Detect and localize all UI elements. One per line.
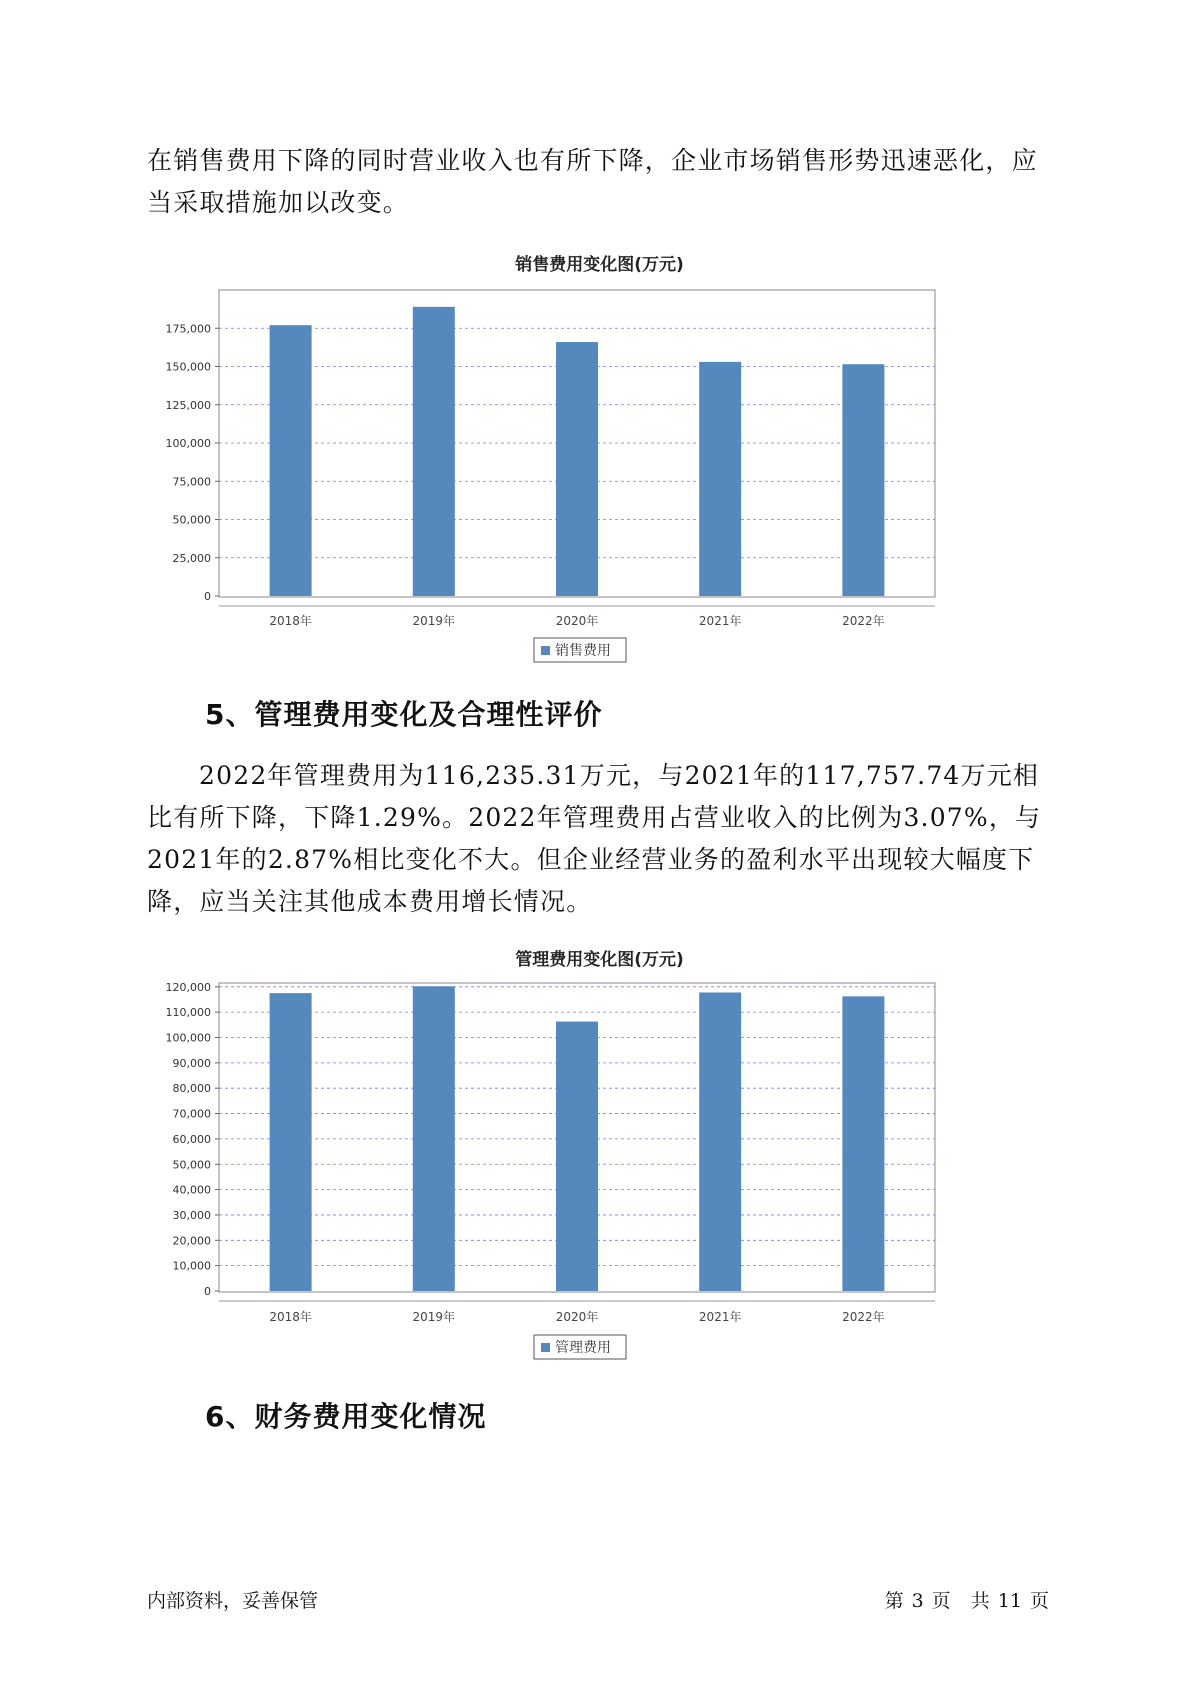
- legend: [534, 638, 626, 662]
- page-prefix: 第: [884, 1590, 904, 1612]
- legend-swatch: [541, 1343, 550, 1352]
- total-unit: 页: [1029, 1590, 1049, 1612]
- y-tick-label: 40,000: [172, 1183, 211, 1197]
- page-unit: 页: [931, 1590, 951, 1612]
- y-tick-label: 80,000: [172, 1082, 211, 1096]
- sales-expense-chart: [147, 250, 1052, 670]
- bar: [842, 996, 884, 1291]
- x-tick-label: 2021年: [698, 614, 742, 628]
- admin-expense-chart-svg: [147, 945, 1052, 1365]
- bar: [556, 342, 598, 596]
- y-tick-label: 30,000: [172, 1208, 211, 1222]
- legend-swatch: [541, 646, 550, 655]
- section5-paragraph: 2022年管理费用为116,235.31万元，与2021年的117,757.74万元相比有所下降，下降1.29%。2022年管理费用占营业收入的比例为3.07%，与2021年的2.87%相比变化不大。但企业经营业务的盈利水平出现较大幅度下降，应当关注其他成本费用增长情况。: [147, 761, 1042, 916]
- y-tick-label: 120,000: [165, 980, 211, 994]
- total-prefix: 共: [970, 1590, 990, 1612]
- legend-label: 销售费用: [555, 643, 611, 659]
- footer-confidential-note: 内部资料，妥善保管: [147, 1590, 319, 1612]
- page-num: 3: [911, 1590, 924, 1612]
- legend: [534, 1335, 626, 1359]
- x-tick-label: 2018年: [269, 614, 312, 628]
- y-tick-label: 10,000: [172, 1259, 211, 1273]
- x-tick-label: 2020年: [555, 1310, 599, 1324]
- section6-heading: 6、财务费用变化情况: [205, 1400, 487, 1433]
- total-num: 11: [997, 1590, 1022, 1612]
- sales-expense-chart-svg: [147, 250, 1052, 670]
- y-tick-label: 60,000: [172, 1132, 211, 1146]
- x-tick-label: 2021年: [698, 1310, 742, 1324]
- y-tick-label: 100,000: [165, 437, 211, 450]
- intro-paragraph: 在销售费用下降的同时营业收入也有所下降，企业市场销售形势迅速恶化，应当采取措施加以改变。: [147, 146, 1038, 217]
- x-tick-label: 2022年: [842, 1310, 885, 1324]
- bar: [413, 986, 455, 1291]
- chart-title: 销售费用变化图(万元): [515, 255, 684, 275]
- y-tick-label: 125,000: [165, 398, 211, 412]
- y-tick-label: 0: [204, 590, 211, 603]
- y-tick-label: 25,000: [172, 551, 211, 565]
- bar: [842, 364, 884, 596]
- y-tick-label: 110,000: [165, 1006, 211, 1020]
- x-tick-label: 2020年: [555, 614, 599, 628]
- bar: [556, 1022, 598, 1291]
- y-tick-label: 100,000: [165, 1031, 211, 1045]
- x-tick-label: 2019年: [412, 614, 456, 628]
- bar: [699, 362, 741, 596]
- bar: [413, 307, 455, 596]
- x-tick-label: 2019年: [412, 1310, 456, 1324]
- footer-page-number: [881, 1586, 1053, 1613]
- admin-expense-chart: [147, 945, 1052, 1365]
- y-tick-label: 0: [204, 1285, 211, 1298]
- y-tick-label: 50,000: [172, 1158, 211, 1172]
- y-tick-label: 90,000: [172, 1056, 211, 1070]
- section5-heading: 5、管理费用变化及合理性评价: [205, 698, 603, 731]
- y-tick-label: 150,000: [165, 360, 211, 374]
- y-tick-label: 75,000: [172, 475, 211, 489]
- bar: [270, 993, 312, 1291]
- y-tick-label: 175,000: [165, 322, 211, 336]
- x-tick-label: 2022年: [842, 614, 885, 628]
- y-tick-label: 20,000: [172, 1234, 211, 1248]
- bar: [699, 992, 741, 1291]
- x-tick-label: 2018年: [269, 1310, 312, 1324]
- bar: [270, 325, 312, 596]
- y-tick-label: 50,000: [172, 513, 211, 527]
- chart-title: 管理费用变化图(万元): [515, 950, 684, 970]
- legend-label: 管理费用: [555, 1340, 611, 1356]
- y-tick-label: 70,000: [172, 1107, 211, 1121]
